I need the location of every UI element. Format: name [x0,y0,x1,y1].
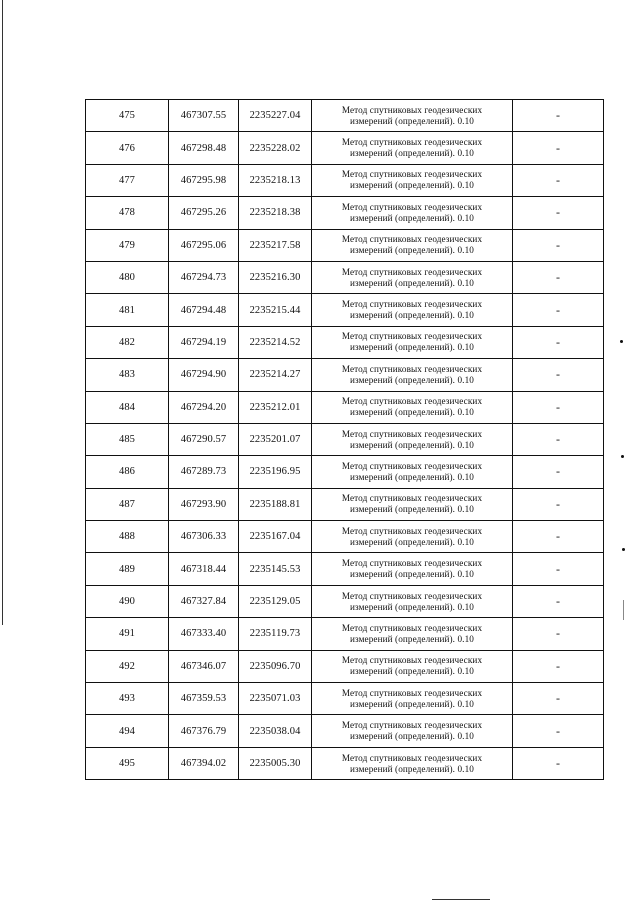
scan-left-edge-line [2,0,3,625]
y-coordinate-cell: 2235196.95 [239,456,312,487]
table-row [86,618,604,650]
table-row [86,553,604,585]
method-cell [312,489,513,520]
point-number-cell: 494 [86,715,169,746]
x-coordinate-cell: 467376.79 [169,715,239,746]
x-coordinate-cell: 467333.40 [169,618,239,649]
method-cell [312,456,513,487]
table-row [86,586,604,618]
method-cell [312,586,513,617]
method-line-2: измерений (определений). 0.10 [350,374,474,385]
table-row [86,715,604,747]
method-line-1: Метод спутниковых геодезических [341,363,483,374]
y-coordinate-cell: 2235129.05 [239,586,312,617]
description-cell: - [513,521,604,552]
y-coordinate-cell: 2235214.27 [239,359,312,390]
method-line-2: измерений (определений). 0.10 [350,569,474,580]
description-cell: - [513,230,604,261]
x-coordinate-cell: 467307.55 [169,100,239,131]
method-cell [312,327,513,358]
method-cell [312,392,513,423]
method-cell [312,100,513,131]
method-cell [312,359,513,390]
method-line-1: Метод спутниковых геодезических [341,687,483,698]
method-cell [312,683,513,714]
point-number-cell: 484 [86,392,169,423]
table-row [86,424,604,456]
table-row [86,100,604,132]
method-cell [312,197,513,228]
x-coordinate-cell: 467298.48 [169,132,239,163]
y-coordinate-cell: 2235071.03 [239,683,312,714]
method-cell [312,132,513,163]
description-cell: - [513,683,604,714]
method-cell [312,424,513,455]
point-number-cell: 493 [86,683,169,714]
method-line-1: Метод спутниковых геодезических [341,460,483,471]
x-coordinate-cell: 467293.90 [169,489,239,520]
table-row [86,392,604,424]
method-cell [312,165,513,196]
y-coordinate-cell: 2235217.58 [239,230,312,261]
table-row [86,683,604,715]
y-coordinate-cell: 2235214.52 [239,327,312,358]
method-line-2: измерений (определений). 0.10 [350,407,474,418]
method-line-1: Метод спутниковых геодезических [341,558,483,569]
method-line-2: измерений (определений). 0.10 [350,536,474,547]
point-number-cell: 487 [86,489,169,520]
method-line-2: измерений (определений). 0.10 [350,601,474,612]
y-coordinate-cell: 2235227.04 [239,100,312,131]
method-line-2: измерений (определений). 0.10 [350,698,474,709]
x-coordinate-cell: 467290.57 [169,424,239,455]
method-line-2: измерений (определений). 0.10 [350,310,474,321]
table-row [86,262,604,294]
y-coordinate-cell: 2235212.01 [239,392,312,423]
method-cell [312,748,513,779]
x-coordinate-cell: 467294.73 [169,262,239,293]
method-line-2: измерений (определений). 0.10 [350,666,474,677]
y-coordinate-cell: 2235038.04 [239,715,312,746]
point-number-cell: 481 [86,294,169,325]
description-cell: - [513,327,604,358]
point-number-cell: 482 [86,327,169,358]
method-line-1: Метод спутниковых геодезических [341,266,483,277]
method-cell [312,294,513,325]
description-cell: - [513,715,604,746]
method-cell [312,553,513,584]
y-coordinate-cell: 2235215.44 [239,294,312,325]
method-line-1: Метод спутниковых геодезических [341,525,483,536]
method-line-2: измерений (определений). 0.10 [350,439,474,450]
method-line-2: измерений (определений). 0.10 [350,471,474,482]
scan-speck [622,548,625,551]
description-cell: - [513,424,604,455]
x-coordinate-cell: 467294.19 [169,327,239,358]
method-line-2: измерений (определений). 0.10 [350,504,474,515]
x-coordinate-cell: 467318.44 [169,553,239,584]
description-cell: - [513,618,604,649]
description-cell: - [513,165,604,196]
x-coordinate-cell: 467394.02 [169,748,239,779]
x-coordinate-cell: 467295.98 [169,165,239,196]
description-cell: - [513,489,604,520]
method-line-1: Метод спутниковых геодезических [341,655,483,666]
point-number-cell: 492 [86,651,169,682]
method-line-2: измерений (определений). 0.10 [350,633,474,644]
method-line-1: Метод спутниковых геодезических [341,622,483,633]
y-coordinate-cell: 2235188.81 [239,489,312,520]
method-line-1: Метод спутниковых геодезических [341,299,483,310]
description-cell: - [513,100,604,131]
x-coordinate-cell: 467294.90 [169,359,239,390]
method-line-1: Метод спутниковых геодезических [341,590,483,601]
description-cell: - [513,262,604,293]
method-line-1: Метод спутниковых геодезических [341,234,483,245]
point-number-cell: 477 [86,165,169,196]
point-number-cell: 483 [86,359,169,390]
method-line-2: измерений (определений). 0.10 [350,731,474,742]
point-number-cell: 478 [86,197,169,228]
table-row [86,327,604,359]
point-number-cell: 486 [86,456,169,487]
description-cell: - [513,392,604,423]
y-coordinate-cell: 2235201.07 [239,424,312,455]
method-line-1: Метод спутниковых геодезических [341,137,483,148]
method-line-2: измерений (определений). 0.10 [350,342,474,353]
coordinates-table [85,99,604,780]
method-line-1: Метод спутниковых геодезических [341,169,483,180]
method-line-2: измерений (определений). 0.10 [350,148,474,159]
method-line-2: измерений (определений). 0.10 [350,115,474,126]
method-cell [312,715,513,746]
description-cell: - [513,586,604,617]
point-number-cell: 475 [86,100,169,131]
method-cell [312,262,513,293]
scan-speck [620,340,623,343]
method-cell [312,618,513,649]
table-row [86,294,604,326]
y-coordinate-cell: 2235145.53 [239,553,312,584]
description-cell: - [513,553,604,584]
description-cell: - [513,197,604,228]
table-row [86,521,604,553]
method-line-2: измерений (определений). 0.10 [350,180,474,191]
x-coordinate-cell: 467327.84 [169,586,239,617]
method-line-1: Метод спутниковых геодезических [341,752,483,763]
y-coordinate-cell: 2235119.73 [239,618,312,649]
method-line-1: Метод спутниковых геодезических [341,201,483,212]
x-coordinate-cell: 467294.48 [169,294,239,325]
method-cell [312,651,513,682]
y-coordinate-cell: 2235096.70 [239,651,312,682]
description-cell: - [513,748,604,779]
method-line-2: измерений (определений). 0.10 [350,245,474,256]
point-number-cell: 491 [86,618,169,649]
table-row [86,132,604,164]
method-line-2: измерений (определений). 0.10 [350,277,474,288]
scan-right-edge-mark [623,600,624,620]
x-coordinate-cell: 467295.06 [169,230,239,261]
x-coordinate-cell: 467359.53 [169,683,239,714]
method-line-2: измерений (определений). 0.10 [350,763,474,774]
method-line-1: Метод спутниковых геодезических [341,396,483,407]
method-line-1: Метод спутниковых геодезических [341,104,483,115]
y-coordinate-cell: 2235228.02 [239,132,312,163]
description-cell: - [513,294,604,325]
point-number-cell: 476 [86,132,169,163]
point-number-cell: 485 [86,424,169,455]
x-coordinate-cell: 467346.07 [169,651,239,682]
y-coordinate-cell: 2235167.04 [239,521,312,552]
x-coordinate-cell: 467306.33 [169,521,239,552]
point-number-cell: 479 [86,230,169,261]
table-row [86,230,604,262]
method-cell [312,521,513,552]
method-cell [312,230,513,261]
method-line-1: Метод спутниковых геодезических [341,428,483,439]
y-coordinate-cell: 2235216.30 [239,262,312,293]
table-row [86,489,604,521]
method-line-1: Метод спутниковых геодезических [341,720,483,731]
description-cell: - [513,651,604,682]
x-coordinate-cell: 467294.20 [169,392,239,423]
description-cell: - [513,456,604,487]
y-coordinate-cell: 2235005.30 [239,748,312,779]
footer-rule [432,899,490,900]
table-row [86,165,604,197]
method-line-1: Метод спутниковых геодезических [341,493,483,504]
table-row [86,651,604,683]
method-line-2: измерений (определений). 0.10 [350,212,474,223]
table-row [86,456,604,488]
description-cell: - [513,132,604,163]
table-row [86,748,604,780]
point-number-cell: 490 [86,586,169,617]
point-number-cell: 480 [86,262,169,293]
scan-speck [621,455,624,458]
table-row [86,197,604,229]
point-number-cell: 488 [86,521,169,552]
point-number-cell: 489 [86,553,169,584]
x-coordinate-cell: 467295.26 [169,197,239,228]
point-number-cell: 495 [86,748,169,779]
y-coordinate-cell: 2235218.38 [239,197,312,228]
x-coordinate-cell: 467289.73 [169,456,239,487]
method-line-1: Метод спутниковых геодезических [341,331,483,342]
description-cell: - [513,359,604,390]
table-row [86,359,604,391]
y-coordinate-cell: 2235218.13 [239,165,312,196]
